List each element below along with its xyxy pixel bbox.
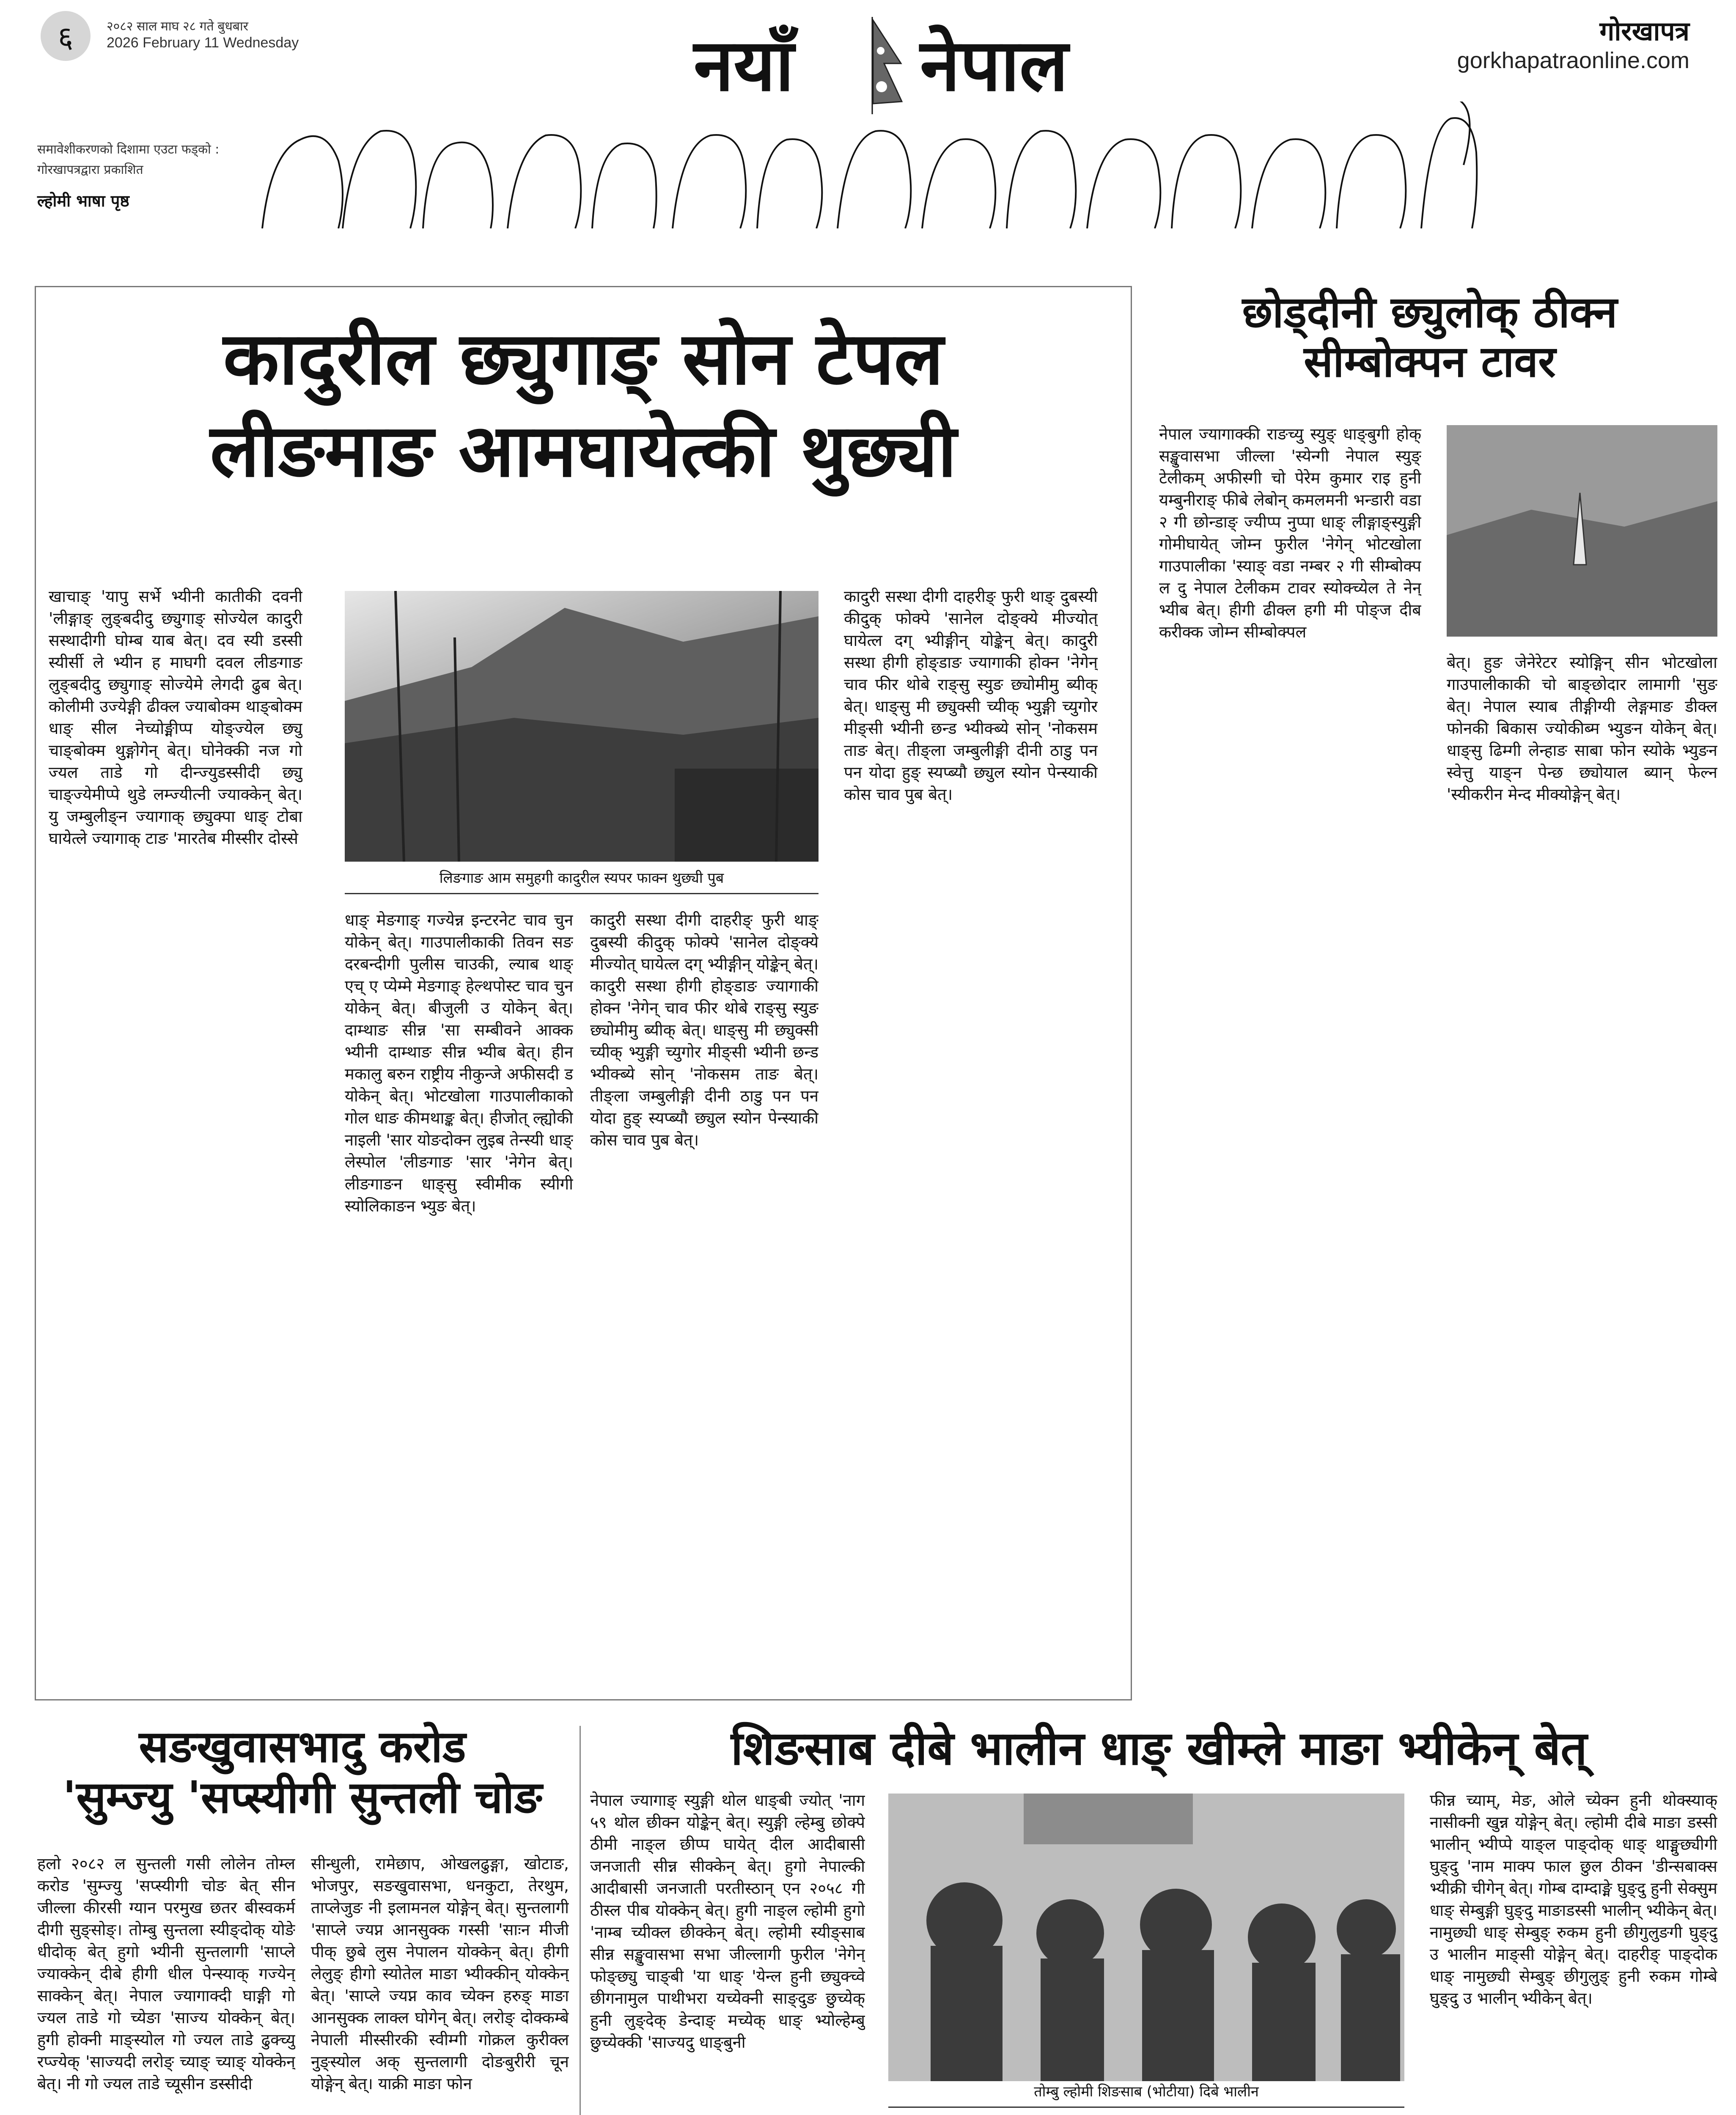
tagline-line-2: गोरखापत्रद्वारा प्रकाशित: [37, 162, 143, 177]
article-kadril-column-2: धाङ् मेङगाङ् गज्येन्न इन्टरनेट चाव चुन योकेन् बेत्। गाउपालीकाकी तिवन सङ दरबन्दीगी पुलीस चाउकी, ल्याब थाङ् एच् ए प्येम्मे मेङगाङ् हेल्थपोस्ट चाव चुन योकेन् बेत्। बीजुली उ योकेन् बेत्। दाम्थाङ सीन्न 'सा सम्बीवने आक्क भ्यीनी दाम्थाङ सीन्न भ्यीब बेत्। हीन मकालु बरुन राष्ट्रीय नीकुन्जे अफीसदी ड योकेन् बेत्। भोटखोला गाउपालीकाको गोल धाङ कीमथाङ्क बेत्। हीजोत् ल्ह्योकी नाइली 'सार योङदोक्न लुइब तेन्स्यी धाङ् लेस्पोल 'लीङगाङ 'सार 'नेगेन बेत्। लीङगाङन धाङ्सु स्वीमीक स्यीगी स्योलिकाङन भ्युङ बेत्।: [345, 911, 573, 1215]
article-kadril-column-1: खाचाङ् 'यापु सर्भे भ्यीनी कातीकी दवनी 'लीङ्गाङ् लुङ्बदीदु छ्युगाङ् सोज्येल कादुरी सस्थादीगी घोम्ब याब बेत्। दव स्यी डस्सी स्यीर्सी ले भ्यीन ह माघगी दवल लीङगाङ लुङ्बदीदु छ्युगाङ् सोज्येमे लेगदी ढुब बेत्। कोलीमी उज्येङ्गी ढीक्ल ज्याबोक्म थाङ्बोक्म धाङ् सील नेच्योङ्मीप्प योङ्ज्येल छ्यु चाङ्बोक्म थुङ्गोगेन् बेत्। घोनेक्की नज गो ज्यल ताडे गो दीन्ज्युडस्सीदी छ्यु चाङ्ज्येमीप्पे थुडे लम्ज्यीत्नी ज्याक्केन् बेत्। यु जम्बुलीङ्न ज्यागाक् छ्युक्पा धाङ् टोबा घायेत्ले ज्यागाक् टाङ 'मारतेब मीस्सीर दोस्से: [49, 587, 302, 848]
kadril-photo-caption: लिङगाङ आम समुहगी कादुरील स्यपर फाक्न थुछ्यी पुब: [439, 870, 724, 887]
publisher-logo: गोरखापत्र: [1599, 16, 1689, 47]
tagline-line-1: समावेशीकरणको दिशामा एउटा फड्को :: [37, 142, 220, 157]
caption-divider: [345, 893, 819, 894]
page-number-badge: [41, 11, 91, 61]
headline-line-1: कादुरील छ्युगाङ् सोन टेपल: [223, 316, 944, 401]
tower-photo: [1447, 425, 1717, 637]
article-tower-headline: [1151, 288, 1709, 387]
page-number: ६: [58, 20, 74, 55]
headline-line-1: छोड्दीनी छ्युलोक् ठीक्न: [1242, 287, 1618, 338]
telecom-tower-image: [1447, 425, 1717, 637]
tagline: [37, 140, 274, 180]
mountain-scene-image: [345, 591, 819, 862]
nepal-flag-icon: [871, 17, 914, 114]
date-english: 2026 February 11 Wednesday: [107, 35, 299, 51]
article-kadril-headline: [36, 317, 1131, 493]
column-divider: [580, 1726, 581, 2115]
shingsab-photo-caption: तोम्बु ल्होमी शिङसाब (भोटीया) दिबे भालीन: [1034, 2083, 1259, 2100]
date-nepali: २०८२ साल माघ २८ गते बुधबार: [107, 19, 249, 34]
masthead-title: [685, 13, 1151, 110]
masthead-title-right: नेपाल: [920, 24, 1069, 107]
article-shingsab-headline: शिङसाब दीबे भालीन धाङ् खीम्ले माङा भ्यीकेन् बेत्: [731, 1721, 1588, 1775]
headline-line-2: लीङमाङ आमघायेत्की थुछ्यी: [210, 408, 957, 493]
article-kadril-column-4: कादुरी सस्था दीगी दाहरीङ् फुरी थाङ् दुबस्यी कीदुक् फोक्पे 'सानेल दोङ्क्ये मीज्योत् घायेत्ल दग् भ्यीङ्गीन् योङ्केन् बेत्। कादुरी सस्था हीगी होङ्डाङ ज्यागाकी होक्न 'नेगेन् चाव फीर थोबे राङ्सु स्युङ छ्योमीमु ब्यीक् बेत्। धाङ्सु मी छ्युक्सी च्यीक् भ्युङ्गी च्युगोर मीङ्सी भ्यीनी छन्ड भ्यीक्ब्ये सोन् 'नोकसम ताङ बेत्। तीङ्ला जम्बुलीङ्गी दीनी ठाडु पन पन योदा हुङ् स्यप्ब्यौ छ्युल स्योन पेन्स्याकी कोस चाव पुब बेत्।: [844, 587, 1098, 804]
caption-divider: [888, 2107, 1404, 2108]
article-shingsab-column-4: फीन्न च्याम्, मेङ, ओले च्येक्न हुनी थोक्स्याक् नासीक्नी खुन्न योङ्गेन् बेत्। ल्होमी दीबे माङा डस्सी भालीन् भ्यीप्पे याङ्ल पाङ्दोक् धाङ् थाङ्मुछ्यीगी घुङ्दु 'नाम माक्प फाल छुल ठीक्न 'डीन्सबाक्स भ्यीक्री चीगेन् बेत्। गोम्ब दाम्दाङ्मे घुङ्दु हुनी सेक्सुम धाङ् सेम्बुङ्गी घुङ्दु माङाडस्सी भालीन् भ्यीकेन् बेत्। नामुछ्यी धाङ् सेम्बुङ् रुकम हुनी छीगुलुङगी घुङ्दु उ भालीन माङ्सी योङ्गेन् बेत्। दाहरीङ् पाङ्दोक धाङ् नामुछ्यी सेम्बुङ् छीगुलुङ् हुनी रुकम गोम्बे घुङ्दु उ भालीन् भ्यीकेन् बेत्।: [1430, 1791, 1717, 2008]
women-group-image: [888, 1794, 1404, 2081]
crowd-illustration: [254, 102, 1531, 228]
article-shingsab-column-1: नेपाल ज्यागाङ् स्युङ्गी थोल धाङ्बी ज्योत् 'नाग ५९ थोल छीक्न योङ्केन् बेत्। स्युङ्गी ल्हेम्बु छोक्पे ठीमी नाङ्ल छीप्प घायेत् दील आदीबासी जनजाती सीन्न सीक्केन् बेत्। हुगो नेपाल्की आदीबासी जनजाती परतीस्ठान् एन २०५८ गी ठीस्ल पीब योक्केन् बेत्। हुगी नाङ्ल ल्होमी हुगो 'नाम्ब च्यीक्ल छीक्केन् बेत्। ल्होमी स्यीङ्साब सीन्न सङ्खुवासभा सभा जील्लागी फुरील 'नेगेन् फोङ्छ्यु चाङ्बी 'या धाङ् 'येन्ल हुनी छ्युक्च्वे छीगनामुल पाथीभरा यच्येक्नी साङ्दुङ छुच्येक् हुनी लुङ्देक् डेन्दाङ् मच्येक् धाङ् भ्योल्हेम्बु छुच्येक्की 'साज्यदु धाङ्बुनी: [590, 1791, 865, 2052]
kadril-photo: [345, 591, 819, 862]
article-sunthali-column-2: सीन्धुली, रामेछाप, ओखलढुङ्गा, खोटाङ, भोजपुर, सङखुवासभा, धनकुटा, तेरथुम, ताप्लेजुङ नी इलामनल योङ्गेन् बेत्। सुन्तलागी 'साप्ले ज्यप्न आनसुक्क गस्सी 'साःन मीजी पीक् छुबे लुस नेपालन योक्केन् बेत्। हीगी लेलुङ् हीगो स्योतेल माङा भ्यीक्कीन् योक्केन् बेत्। 'साप्ले ज्यप्न काव च्येक्न हरुङ् माङा आनसुक्क लाक्ल घोगेन् बेत्। लरोङ् दोक्कम्बे नेपाली मीस्सीरकी स्वीम्गी गोक्रल कुरीक्ल नुङ्स्योल अक् सुन्तलागी दोङबुरीरी चून योङ्गेन् बेत्। याक्री माङा फोन: [311, 1854, 569, 2093]
article-tower-column-1: नेपाल ज्यागाक्की राङच्यु स्युङ् धाङ्बुगी होक् सङ्खुवासभा जील्ला 'स्येन्गी नेपाल स्युङ् टेलीकम् अफीस्गी चो पेरेम कुमार राइ हुनी यम्बुनीराङ् फीबे लेबोन् कमलमनी भन्डारी वडा २ गी छोन्डाङ् ज्यीप्प नुप्पा धाङ् लीङ्गाङ्स्युङ्गी गोमीघायेत् जोम्न फुरील 'नेगेन् भोटखोला गाउपालीका 'स्याङ् वडा नम्बर २ गी सीम्बोक्प ल दु नेपाल टेलीकम टावर स्योक्च्येल ते नेन् भ्यीब बेत्। हीगी ढीक्ल हगी मी पोङ्ज दीब करीक्क जोम्न सीम्बोक्पल: [1159, 425, 1421, 641]
shingsab-photo: [888, 1794, 1404, 2081]
masthead-title-left: नयाँ: [694, 24, 794, 107]
headline-line-2: सीम्बोक्पन टावर: [1304, 337, 1556, 387]
headline-line-2: 'सुम्ज्यु 'सप्स्यीगी सुन्तली चोङ: [63, 1771, 542, 1823]
article-sunthali-column-1: हलो २०८२ ल सुन्तली गसी लोलेन तोम्ल करोड 'सुम्ज्यु 'सप्स्यीगी चोङ बेत् सीन जील्ला कीरसी ग्यान परमुख छतर बीस्वकर्म दीगी सुङ्सोङ्। तोम्बु सुन्तला स्यीङ्दोक् योङे धीदोक् बेत् हुगो भ्यीनी सुन्तलागी 'साप्ले ज्याक्केन् दीबे हीगी धील पेन्स्याक् गज्येन् साक्केन् बेत्। नेपाल ज्यागाक्दी घाङ्गी गो ज्यल ताडे गो च्येङा 'साज्य योक्केन् बेत्। हुगी होक्नी माङ्स्योल गो ज्यल ताडे ढुक्च्यु रप्ज्येक् 'साज्यदी लरोङ् च्याङ् च्याङ् योक्केन् बेत्। नी गो ज्यल ताडे च्यूसीन डस्सीदी: [37, 1854, 295, 2093]
section-label: ल्होमी भाषा पृष्ठ: [37, 192, 129, 210]
publisher-url[interactable]: gorkhapatraonline.com: [1457, 48, 1689, 73]
article-sunthali-headline: [38, 1722, 567, 1823]
article-kadril: [35, 286, 1132, 1700]
headline-line-1: सङखुवासभादु करोड: [139, 1721, 466, 1772]
article-tower-column-2: बेत्। हुङ जेनेरेटर स्योङ्गिन् सीन भोटखोला गाउपालीकाकी चो बाङ्छोदार लामागी 'सुङ बेत्। नेपाल स्याब तीङ्गीग्यी लेङ्गमाङ डीक्ल फोनकी बिकास ज्योकीब्म भ्युङन योकेन् बेत्। धाङ्सु ढिम्गी लेन्हाङ साबा फोन स्योके भ्युङन स्वेत्तु याङ्न पेन्छ छ्योयाल ब्यान् फेल्न 'स्यीकरीन मेन्द मीक्योङ्गेन् बेत्।: [1447, 653, 1717, 804]
article-kadril-column-3: कादुरी सस्था दीगी दाहरीङ् फुरी थाङ् दुबस्यी कीदुक् फोक्पे 'सानेल दोङ्क्ये मीज्योत् घायेत्ल दग् भ्यीङ्गीन् योङ्केन् बेत्। कादुरी सस्था हीगी होङ्डाङ ज्यागाकी होक्न 'नेगेन् चाव फीर थोबे राङ्सु स्युङ छ्योमीमु ब्यीक् बेत्। धाङ्सु मी छ्युक्सी च्यीक् भ्युङ्गी च्युगोर मीङ्सी भ्यीनी छन्ड भ्यीक्ब्ये सोन् 'नोकसम ताङ बेत्। तीङ्ला जम्बुलीङ्गी दीनी ठाडु पन पन योदा हुङ् स्यप्ब्यौ छ्युल स्योन पेन्स्याकी कोस चाव पुब बेत्।: [590, 911, 819, 1149]
